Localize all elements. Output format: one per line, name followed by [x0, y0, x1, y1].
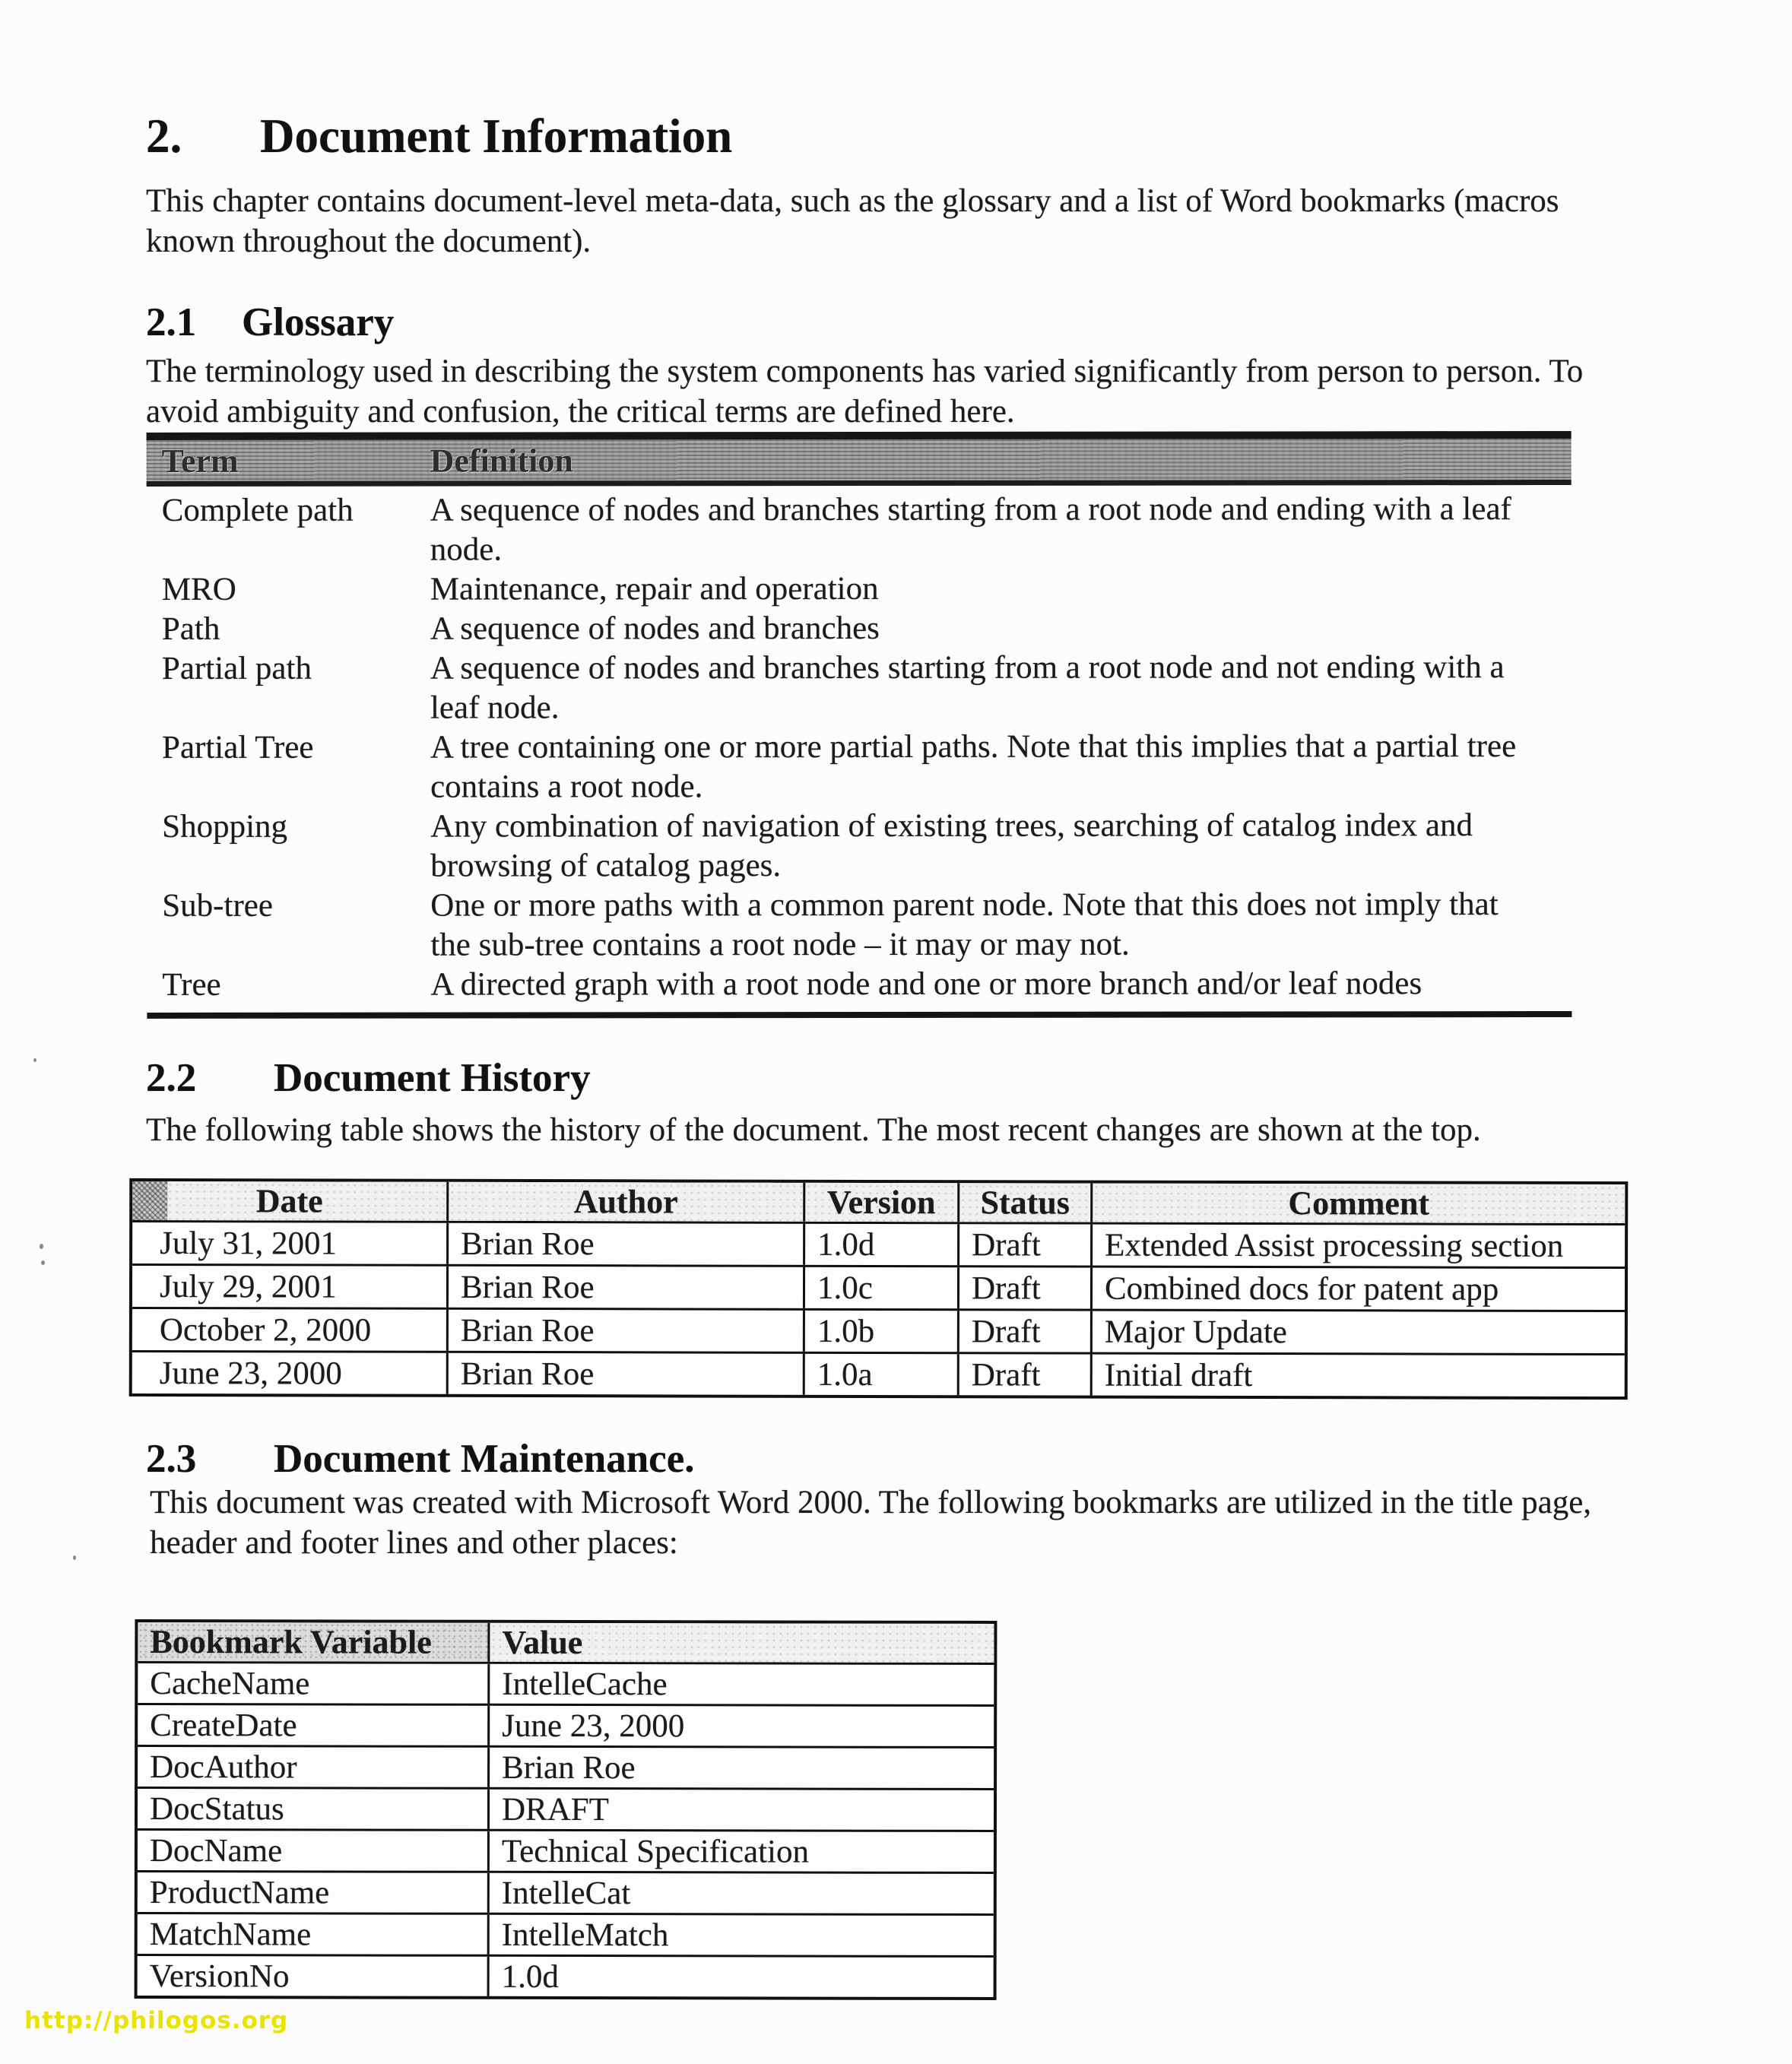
glossary-definition: Any combination of navigation of existing trees, searching of catalog index and browsing of catalog pages. [430, 807, 1473, 884]
table-row [147, 806, 1572, 886]
history-heading-title: Document History [274, 1056, 591, 1100]
glossary-table-body [147, 485, 1572, 1019]
bookmark-value: IntelleCache [487, 1664, 994, 1704]
table-row [147, 885, 1572, 965]
history-status: Draft [957, 1311, 1090, 1352]
table-row [147, 727, 1572, 807]
bookmark-value: Brian Roe [487, 1748, 994, 1788]
scan-speck [73, 1555, 76, 1560]
glossary-term: Complete path [161, 492, 354, 528]
maintenance-intro-paragraph: This document was created with Microsoft Word 2000. The following bookmarks are utilized in the title page, header and footer lines and other places: [150, 1485, 1592, 1561]
glossary-definition: One or more paths with a common parent node. Note that this does not imply that the sub-tree contains a root node – it may or may not. [430, 886, 1499, 963]
history-comment: Combined docs for patent app [1090, 1268, 1625, 1310]
history-header-version: Version [803, 1183, 957, 1222]
chapter-number: 2. [146, 109, 182, 163]
history-header-comment: Comment [1090, 1184, 1625, 1223]
history-header-author: Author [446, 1182, 803, 1222]
bookmark-table [135, 1619, 997, 2000]
history-date: July 29, 2001 [159, 1268, 337, 1305]
bookmark-variable: CreateDate [150, 1707, 297, 1743]
table-row [147, 569, 1572, 610]
table-row [132, 1222, 1625, 1269]
history-status: Draft [957, 1354, 1090, 1395]
glossary-term: Path [161, 610, 220, 647]
scan-speck [41, 1260, 45, 1265]
table-row [138, 1747, 994, 1790]
table-row [138, 1831, 994, 1874]
bookmark-value: June 23, 2000 [487, 1706, 994, 1746]
glossary-term: Partial Tree [162, 729, 314, 766]
table-row [132, 1266, 1625, 1312]
bookmark-variable: ProductName [149, 1874, 330, 1910]
maintenance-heading-number: 2.3 [146, 1437, 197, 1481]
glossary-header-term: Term [161, 442, 239, 480]
history-header-status: Status [957, 1183, 1090, 1222]
scan-speck [33, 1058, 36, 1062]
glossary-term: Partial path [161, 650, 312, 686]
history-intro-paragraph: The following table shows the history of the document. The most recent changes are shown at the top. [146, 1112, 1481, 1148]
history-author: Brian Roe [446, 1310, 803, 1352]
glossary-heading [146, 300, 395, 344]
watermark-url: http://philogos.org [24, 2007, 289, 2034]
history-author: Brian Roe [446, 1223, 803, 1265]
history-date: June 23, 2000 [159, 1355, 342, 1392]
history-heading-number: 2.2 [146, 1056, 197, 1100]
history-status: Draft [957, 1224, 1090, 1265]
history-header-date [132, 1181, 446, 1221]
glossary-table-header-row [147, 431, 1572, 487]
bookmark-header-value: Value [487, 1623, 994, 1663]
history-heading [146, 1058, 591, 1099]
table-row [147, 964, 1572, 1005]
table-row [138, 1663, 994, 1707]
bookmark-header-variable: Bookmark Variable [138, 1622, 487, 1662]
bookmark-value: IntelleCat [487, 1873, 994, 1913]
chapter-heading [146, 109, 733, 163]
glossary-table [147, 431, 1572, 1019]
glossary-term: Shopping [162, 808, 288, 845]
glossary-definition: A tree containing one or more partial paths. Note that this implies that a partial tree contains a root node. [430, 728, 1517, 805]
bookmark-value: 1.0d [487, 1957, 994, 1997]
glossary-term: MRO [161, 571, 236, 607]
glossary-heading-number: 2.1 [146, 300, 197, 344]
history-author: Brian Roe [446, 1267, 803, 1308]
table-row [138, 1789, 994, 1832]
table-row [138, 1872, 994, 1916]
glossary-definition: Maintenance, repair and operation [430, 570, 879, 607]
history-comment: Major Update [1090, 1311, 1625, 1353]
bookmark-variable: DocAuthor [150, 1749, 297, 1785]
table-row [138, 1705, 994, 1749]
bookmark-variable: CacheName [150, 1665, 310, 1701]
table-row [147, 490, 1572, 570]
glossary-term: Sub-tree [162, 887, 273, 924]
glossary-definition: A sequence of nodes and branches [430, 610, 880, 647]
maintenance-heading-title: Document Maintenance. [274, 1437, 695, 1481]
glossary-intro-paragraph: The terminology used in describing the system components has varied significantly from person to person. To avoid ambiguity and confusion, the critical terms are defined here. [146, 354, 1584, 430]
table-row [138, 1956, 994, 1997]
history-version: 1.0b [803, 1311, 957, 1352]
bookmark-variable: DocName [149, 1832, 283, 1869]
glossary-header-definition: Definition [430, 441, 573, 480]
table-row [132, 1309, 1625, 1355]
history-header-date-label: Date [255, 1182, 323, 1220]
scan-artifact-hatch [132, 1181, 167, 1220]
history-version: 1.0a [803, 1354, 957, 1395]
history-version: 1.0d [803, 1224, 957, 1265]
history-table [129, 1178, 1629, 1400]
glossary-definition: A sequence of nodes and branches starting from a root node and not ending with a leaf node. [430, 649, 1505, 726]
history-header-row [132, 1181, 1625, 1225]
bookmark-variable: VersionNo [149, 1958, 290, 1994]
maintenance-heading [146, 1439, 694, 1479]
bookmark-variable: MatchName [149, 1916, 312, 1952]
history-author: Brian Roe [446, 1353, 803, 1395]
history-version: 1.0c [803, 1267, 957, 1308]
history-date: October 2, 2000 [159, 1311, 372, 1349]
chapter-title: Document Information [260, 109, 733, 163]
history-status: Draft [957, 1267, 1090, 1308]
glossary-term: Tree [162, 966, 221, 1003]
bookmark-value: IntelleMatch [487, 1915, 994, 1955]
table-row [147, 648, 1572, 728]
bookmark-value: DRAFT [487, 1790, 994, 1830]
history-date: July 31, 2001 [160, 1225, 338, 1262]
bookmark-variable: DocStatus [149, 1790, 284, 1827]
glossary-definition: A sequence of nodes and branches starting from a root node and ending with a leaf node. [430, 491, 1511, 568]
glossary-definition: A directed graph with a root node and one or more branch and/or leaf nodes [430, 965, 1422, 1003]
scan-speck [40, 1244, 43, 1249]
history-comment: Extended Assist processing section [1090, 1225, 1625, 1267]
history-comment: Initial draft [1090, 1355, 1625, 1397]
glossary-heading-title: Glossary [242, 300, 395, 344]
chapter-intro-paragraph: This chapter contains document-level meta-data, such as the glossary and a list of Word bookmarks (macros known throughout the document). [146, 183, 1559, 259]
table-row [147, 608, 1572, 649]
bookmark-value: Technical Specification [487, 1831, 994, 1872]
table-row [138, 1914, 994, 1958]
bookmark-header-row [138, 1622, 994, 1665]
table-row [132, 1352, 1625, 1397]
